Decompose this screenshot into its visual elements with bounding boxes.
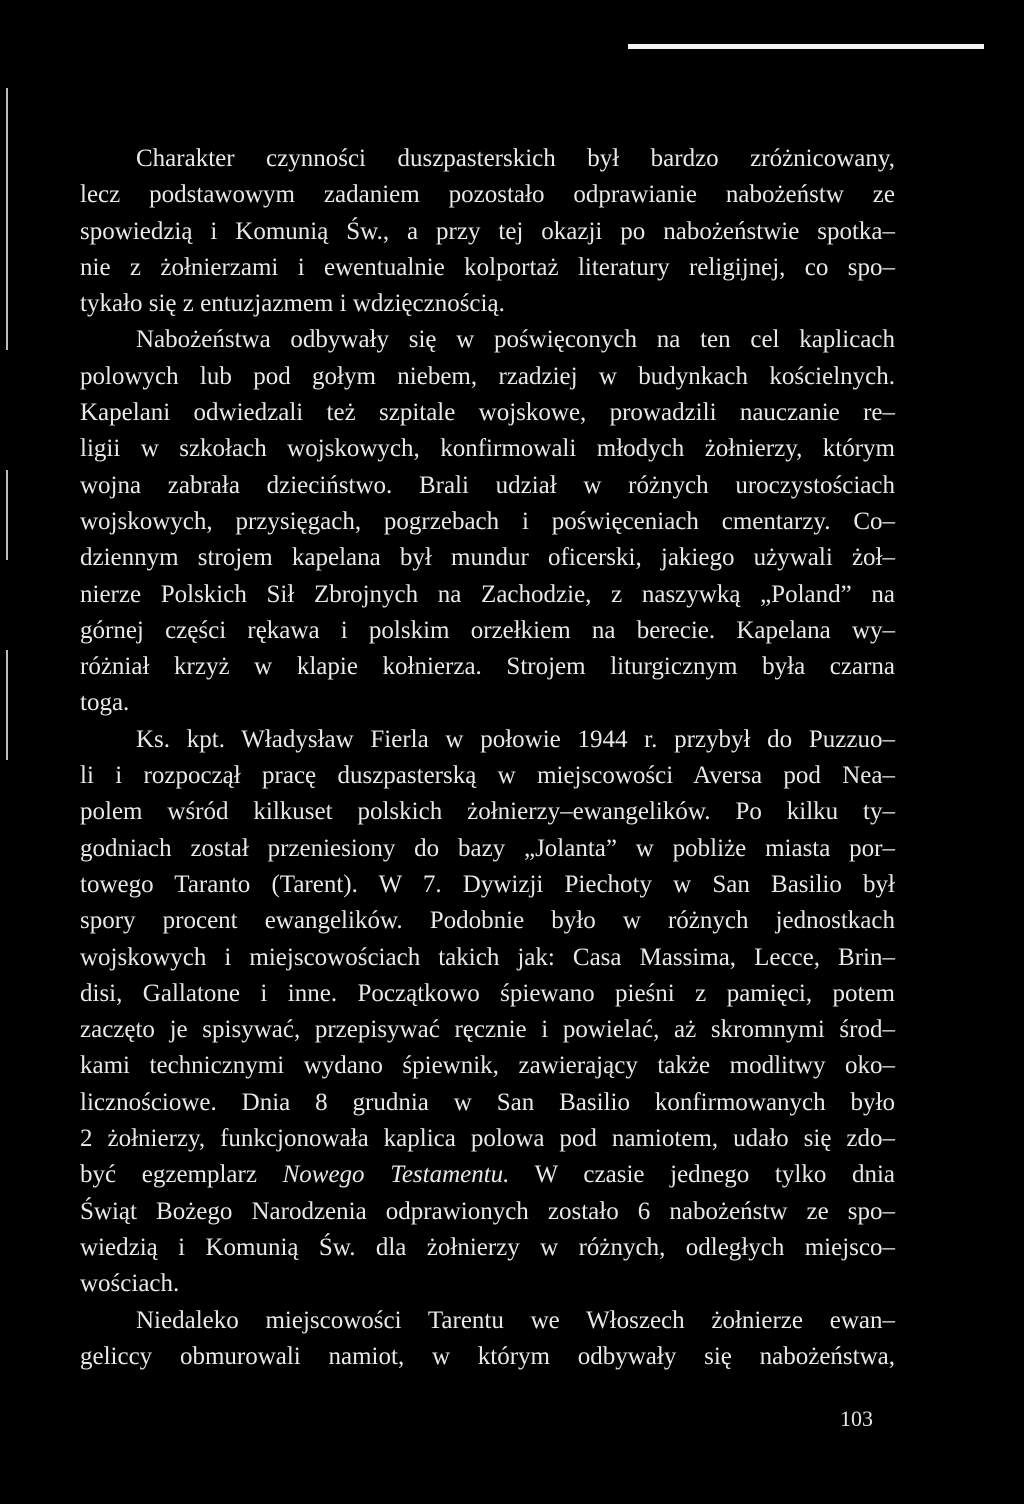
text-line: licznościowe. Dnia 8 grudnia w San Basilio konfirmowanych było [80, 1088, 895, 1116]
text-line: ligii w szkołach wojskowych, konfirmowali młodych żołnierzy, którym [80, 435, 895, 463]
text-line: różniał krzyż w klapie kołnierza. Strojem liturgicznym była czarna [80, 653, 895, 681]
top-rule [628, 44, 984, 49]
text-line: wojskowych i miejscowościach takich jak: Casa Massima, Lecce, Brin– [80, 943, 895, 971]
left-edge-mark [6, 88, 8, 350]
text-line: godniach został przeniesiony do bazy „Jolanta” w pobliże miasta por– [80, 834, 895, 862]
text-line: polowych lub pod gołym niebem, rzadziej w budynkach kościelnych. [80, 362, 895, 390]
text-line: li i rozpoczął pracę duszpasterską w miejscowości Aversa pod Nea– [80, 762, 895, 790]
text-line: Świąt Bożego Narodzenia odprawionych zostało 6 nabożeństw ze spo– [80, 1197, 895, 1225]
text-line: wojskowych, przysięgach, pogrzebach i poświęceniach cmentarzy. Co– [80, 507, 895, 535]
page-number: 103 [840, 1406, 873, 1431]
text-line: Ks. kpt. Władysław Fierla w połowie 1944 r. przybył do Puzzuo– [136, 725, 895, 753]
left-edge-mark [6, 470, 8, 560]
text-line: Niedaleko miejscowości Tarentu we Włoszech żołnierze ewan– [136, 1306, 895, 1334]
text-line: spowiedzią i Komunią Św., a przy tej okazji po nabożeństwie spotka– [80, 217, 895, 245]
text-line: disi, Gallatone i inne. Początkowo śpiewano pieśni z pamięci, potem [80, 979, 895, 1007]
body-text [80, 141, 895, 1375]
text-segment: być egzemplarz [80, 1161, 283, 1189]
italic-title: Nowego Testamentu. [282, 1161, 510, 1189]
text-line: zaczęto je spisywać, przepisywać ręcznie i powielać, aż skromnymi środ– [80, 1016, 895, 1044]
text-line [80, 1157, 895, 1193]
text-line: towego Taranto (Tarent). W 7. Dywizji Piechoty w San Basilio był [80, 870, 895, 898]
text-line: lecz podstawowym zadaniem pozostało odprawianie nabożeństw ze [80, 181, 895, 209]
text-line: Charakter czynności duszpasterskich był bardzo zróżnicowany, [136, 145, 895, 172]
text-line: wojna zabrała dzieciństwo. Brali udział w różnych uroczystościach [80, 471, 895, 499]
text-line: wościach. [80, 1270, 180, 1298]
text-line: Kapelani odwiedzali też szpitale wojskowe, prowadzili nauczanie re– [80, 399, 895, 427]
text-line: górnej części rękawa i polskim orzełkiem na berecie. Kapelana wy– [80, 616, 895, 644]
text-line: nierze Polskich Sił Zbrojnych na Zachodzie, z naszywką „Poland” na [80, 580, 895, 608]
text-line: polem wśród kilkuset polskich żołnierzy–ewangelików. Po kilku ty– [80, 798, 895, 826]
text-line: kami technicznymi wydano śpiewnik, zawierający także modlitwy oko– [80, 1052, 895, 1080]
text-line: spory procent ewangelików. Podobnie było w różnych jednostkach [80, 907, 895, 935]
text-segment: W czasie jednego tylko dnia [509, 1161, 896, 1189]
left-edge-mark [6, 650, 8, 760]
text-line: Nabożeństwa odbywały się w poświęconych na ten cel kaplicach [136, 326, 895, 354]
text-line: toga. [80, 689, 130, 717]
text-line: nie z żołnierzami i ewentualnie kolportaż literatury religijnej, co spo– [80, 253, 895, 281]
text-line: tykało się z entuzjazmem i wdzięcznością. [80, 290, 505, 318]
text-line: dziennym strojem kapelana był mundur oficerski, jakiego używali żoł– [80, 544, 895, 572]
text-line: geliccy obmurowali namiot, w którym odbywały się nabożeństwa, [80, 1342, 895, 1370]
text-line: wiedzią i Komunią Św. dla żołnierzy w różnych, odległych miejsco– [80, 1233, 895, 1261]
text-line: 2 żołnierzy, funkcjonowała kaplica polowa pod namiotem, udało się zdo– [80, 1125, 895, 1153]
